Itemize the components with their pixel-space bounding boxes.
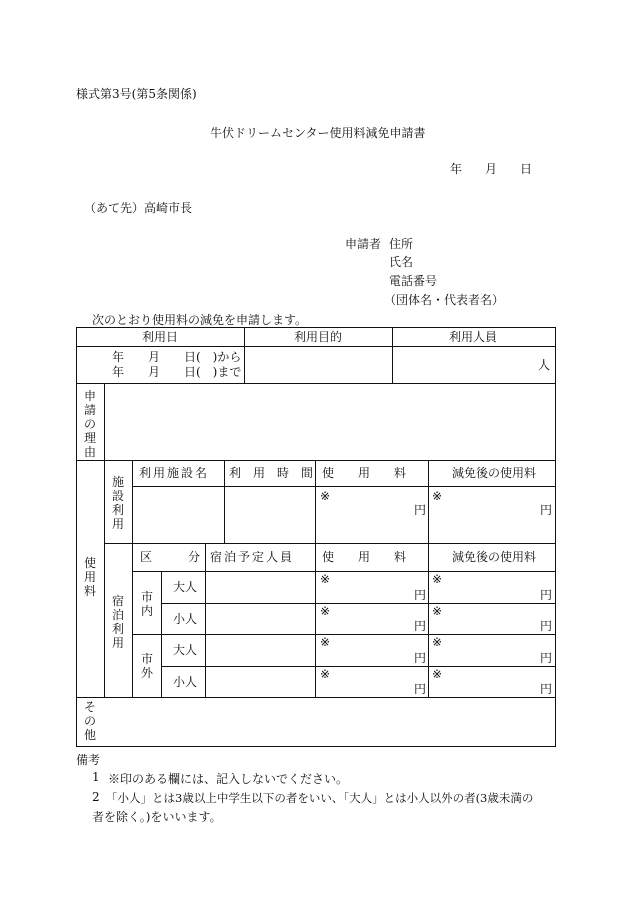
note-1-number: 1	[92, 770, 100, 784]
reduced-yen: 円	[540, 682, 553, 696]
fee-mark: ※	[320, 635, 331, 649]
reason-label: 申請の理由	[83, 389, 96, 459]
head-people: 利用人員	[449, 330, 498, 344]
applicant-name[interactable]: 氏名	[389, 255, 414, 269]
stay-head-count: 宿泊予定人員	[210, 550, 295, 564]
facility-head-reduced: 減免後の使用料	[452, 466, 537, 480]
reduced-mark: ※	[432, 635, 443, 649]
facility-head-fee: 使 用 料	[322, 466, 407, 480]
note-1-text: ※印のある欄には、記入しないでください。	[108, 772, 349, 786]
date-to[interactable]: 年 月 日( )まで	[112, 365, 242, 379]
date-day[interactable]: 日	[520, 162, 533, 176]
reduced-yen: 円	[540, 651, 553, 665]
applicant-label: 申請者	[345, 237, 382, 251]
fee-yen: 円	[414, 619, 427, 633]
fee-mark: ※	[320, 604, 331, 618]
fee-yen: 円	[414, 651, 427, 665]
city-out-label: 市外	[140, 652, 153, 680]
head-date: 利用日	[142, 330, 179, 344]
note-2-text-cont: 者を除く。)をいいます。	[92, 810, 222, 824]
intro-text: 次のとおり使用料の減免を申請します。	[92, 313, 308, 327]
note-2-text: 「小人」とは3歳以上中学生以下の者をいい、「大人」とは小人以外の者(3歳未満の	[106, 791, 534, 805]
facility-label: 施設利用	[111, 475, 124, 531]
reduced-mark: ※	[432, 604, 443, 618]
date-month[interactable]: 月	[485, 162, 498, 176]
date-year[interactable]: 年	[450, 162, 463, 176]
application-table	[76, 327, 556, 747]
city-in-label: 市内	[140, 590, 153, 618]
reduced-yen: 円	[540, 588, 553, 602]
applicant-address[interactable]: 住所	[389, 237, 414, 251]
facility-fee-mark: ※	[320, 489, 331, 503]
applicant-phone[interactable]: 電話番号	[389, 274, 438, 288]
stay-head-fee: 使 用 料	[322, 550, 407, 564]
row-child-in: 小人	[173, 612, 198, 626]
stay-label: 宿泊利用	[111, 594, 124, 650]
row-child-out: 小人	[173, 675, 198, 689]
reduced-yen: 円	[540, 619, 553, 633]
facility-reduced-mark: ※	[432, 489, 443, 503]
people-unit: 人	[538, 358, 551, 372]
facility-head-time: 利 用 時 間	[229, 466, 314, 480]
addressee: （あて先）高崎市長	[84, 201, 193, 215]
fee-label: 使用料	[83, 556, 96, 598]
document-title: 牛伏ドリームセンター使用料減免申請書	[210, 126, 426, 140]
facility-reduced-yen: 円	[540, 503, 553, 517]
fee-mark: ※	[320, 572, 331, 586]
notes-label: 備考	[76, 753, 101, 767]
note-2-number: 2	[92, 790, 100, 804]
facility-fee-yen: 円	[414, 503, 427, 517]
fee-mark: ※	[320, 667, 331, 681]
table-grid	[76, 327, 556, 747]
fee-yen: 円	[414, 588, 427, 602]
stay-head-category: 区 分	[140, 550, 201, 564]
facility-head-name: 利用施設名	[139, 466, 210, 480]
date-from[interactable]: 年 月 日( )から	[112, 350, 242, 364]
fee-yen: 円	[414, 682, 427, 696]
head-purpose: 利用目的	[294, 330, 343, 344]
reduced-mark: ※	[432, 572, 443, 586]
form-number: 様式第3号(第5条関係)	[76, 87, 197, 101]
other-label: その他	[83, 700, 96, 742]
applicant-org[interactable]: （団体名・代表者名）	[384, 293, 505, 307]
row-adult-in: 大人	[173, 580, 198, 594]
row-adult-out: 大人	[173, 643, 198, 657]
reduced-mark: ※	[432, 667, 443, 681]
stay-head-reduced: 減免後の使用料	[452, 550, 537, 564]
